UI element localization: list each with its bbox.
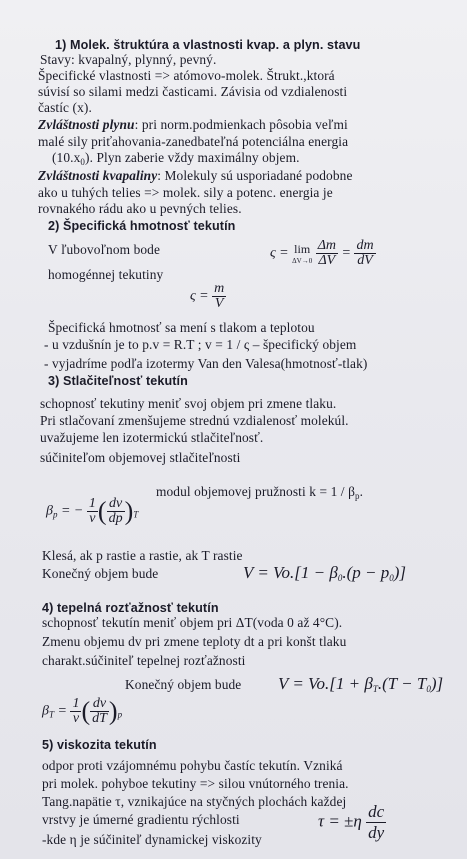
text-line: rovnakého rádu ako u pevných telies. — [38, 201, 242, 216]
text-line — [52, 150, 300, 170]
text-line: súčiniteľom objemovej stlačiteľnosti — [40, 450, 241, 465]
text-fragment: modul objemovej pružnosti k = 1 / β — [156, 484, 355, 499]
subscript: p — [52, 509, 58, 520]
compressibility-equation — [46, 497, 138, 526]
density-limit-equation — [270, 239, 376, 268]
section-4-heading: 4) tepelná rozťažnosť tekutín — [42, 601, 219, 615]
section-5-heading: 5) viskozita tekutín — [42, 738, 157, 752]
text-line: malé sily priťahovania-zanedbateľná potenciálna energia — [38, 134, 349, 149]
limit-operator — [292, 242, 312, 265]
subscript: 0 — [426, 684, 431, 694]
denominator: dy — [368, 823, 385, 842]
numerator: 1 — [72, 696, 80, 711]
text-line: uvažujeme len izotermickú stlačiteľnosť. — [40, 430, 264, 445]
fraction — [316, 239, 338, 268]
text-line: charakt.súčiniteľ tepelnej rozťažnosti — [42, 653, 246, 668]
denominator: dT — [92, 711, 107, 726]
viscosity-equation — [318, 802, 386, 843]
subscript: 0 — [337, 573, 343, 583]
text-line: Konečný objem bude — [125, 677, 242, 692]
text-line: schopnosť tekutiny meniť svoj objem pri zmene tlaku. — [40, 396, 337, 411]
eq-symbol: ς = — [270, 245, 289, 261]
kvap-label: Zvláštnosti kvapaliny — [38, 168, 158, 183]
text-line: Pri stlačovaní zmenšujeme strednú vzdialenosť molekúl. — [40, 413, 349, 428]
text-fragment: ). Plyn zaberie vždy maximálny objem. — [85, 150, 300, 165]
text-line: -kde η je súčiniteľ dynamickej viskozity — [42, 832, 262, 847]
fraction — [212, 282, 226, 311]
text-line: Špecifická hmotnosť sa mení s tlakom a teplotou — [48, 320, 315, 335]
final-volume-equation — [243, 563, 406, 583]
lim-subscript: ΔV→0 — [292, 257, 313, 265]
eq-symbol: = − — [60, 503, 84, 519]
fraction — [354, 239, 375, 268]
eq-symbol: β — [42, 703, 49, 719]
text-fragment: . — [359, 484, 364, 499]
thermal-expansion-equation — [42, 697, 122, 726]
text-line — [38, 117, 348, 132]
eq-symbol: β — [46, 503, 53, 519]
paren: ) — [108, 696, 118, 726]
section-2-heading: 2) Špecifická hmotnosť tekutín — [48, 219, 236, 233]
denominator: dp — [108, 511, 123, 526]
text-fragment: .(T − T — [377, 674, 427, 693]
eq-symbol: τ = ±η — [318, 811, 362, 831]
eq-symbol: = — [57, 703, 67, 719]
numerator: dv — [107, 497, 125, 512]
fraction — [107, 497, 125, 526]
text-line: odpor proti vzájomnému pohybu častíc tekutín. Vzniká — [42, 758, 343, 773]
numerator: 1 — [88, 496, 96, 511]
subscript: 0 — [389, 573, 394, 583]
thermal-volume-equation — [278, 674, 443, 694]
denominator: V — [214, 296, 224, 311]
subscript: 0 — [80, 157, 86, 167]
eq-symbol: = — [341, 245, 351, 261]
numerator: dc — [368, 802, 385, 821]
plyn-text: : pri norm.podmienkach pôsobia veľmi — [134, 117, 348, 132]
subscript: T — [372, 684, 378, 694]
paren: ) — [124, 496, 134, 526]
text-fragment: (10.x — [52, 150, 81, 165]
text-line: pri molek. pohyboe tekutiny => silou vnútorného trenia. — [42, 776, 349, 791]
text-line — [156, 484, 363, 504]
kvap-text: : Molekuly sú usporiadané podobne — [157, 168, 353, 183]
lim-text: lim — [294, 242, 311, 256]
text-line: častíc (x). — [38, 100, 92, 115]
denominator: ΔV — [318, 253, 336, 268]
text-line: Klesá, ak p rastie a rastie, ak T rastie — [42, 548, 243, 563]
text-fragment: V = Vo.[1 − β — [243, 563, 338, 582]
text-fragment: V = Vo.[1 + β — [278, 674, 373, 693]
text-line: Zmenu objemu dv pri zmene teploty dt a pri konšt tlaku — [42, 634, 347, 649]
text-line: homogénnej tekutiny — [48, 267, 164, 282]
text-line: schopnosť tekutín meniť objem pri ΔT(voda 0 až 4°C). — [42, 615, 343, 630]
numerator: dm — [356, 238, 374, 253]
fraction — [70, 697, 81, 726]
text-line: - vyjadríme podľa izotermy Van den Valesa(hmotnosť-tlak) — [44, 356, 368, 371]
paren: ( — [97, 496, 107, 526]
subscript: p — [117, 709, 123, 720]
denominator: v — [72, 711, 80, 726]
text-line: V ľubovoľnom bode — [48, 242, 161, 257]
numerator: Δm — [317, 238, 337, 253]
text-line: Konečný objem bude — [42, 566, 159, 581]
text-line: - u vzdušnín je to p.v = R.T ; v = 1 / ς – špecifický objem — [44, 337, 357, 352]
text-line: ako u tuhých telies => molek. sily a potenc. energia je — [38, 185, 333, 200]
text-fragment: .(p − p — [342, 563, 390, 582]
text-line: vrstvy je úmerné gradientu rýchlosti — [42, 812, 240, 827]
text-line: súvisí so silami medzi časticami. Závisia od vzdialenosti — [38, 84, 348, 99]
text-fragment: )] — [393, 563, 407, 582]
fraction — [366, 802, 386, 843]
fraction — [90, 697, 109, 726]
fraction — [87, 497, 98, 526]
subscript: T — [133, 509, 139, 520]
plyn-label: Zvláštnosti plynu — [38, 117, 135, 132]
text-fragment: )] — [430, 674, 444, 693]
numerator: m — [214, 281, 225, 296]
density-equation — [190, 282, 226, 311]
section-3-heading: 3) Stlačiteľnosť tekutín — [48, 374, 188, 388]
text-line: Špecifické vlastnosti => atómovo-molek. Štrukt.,ktorá — [38, 68, 335, 83]
subscript: T — [48, 709, 54, 720]
denominator: dV — [357, 253, 373, 268]
eq-symbol: ς = — [190, 288, 209, 304]
subscript: p — [355, 491, 360, 501]
text-line: Stavy: kvapalný, plynný, pevný. — [40, 52, 217, 67]
paren: ( — [81, 696, 91, 726]
denominator: v — [89, 511, 96, 526]
text-line: Tang.napätie τ, vznikajúce na styčných plochách každej — [42, 794, 347, 809]
section-1-heading: 1) Molek. štruktúra a vlastnosti kvap. a plyn. stavu — [55, 38, 361, 52]
text-line — [38, 168, 352, 183]
numerator: dv — [90, 697, 109, 712]
